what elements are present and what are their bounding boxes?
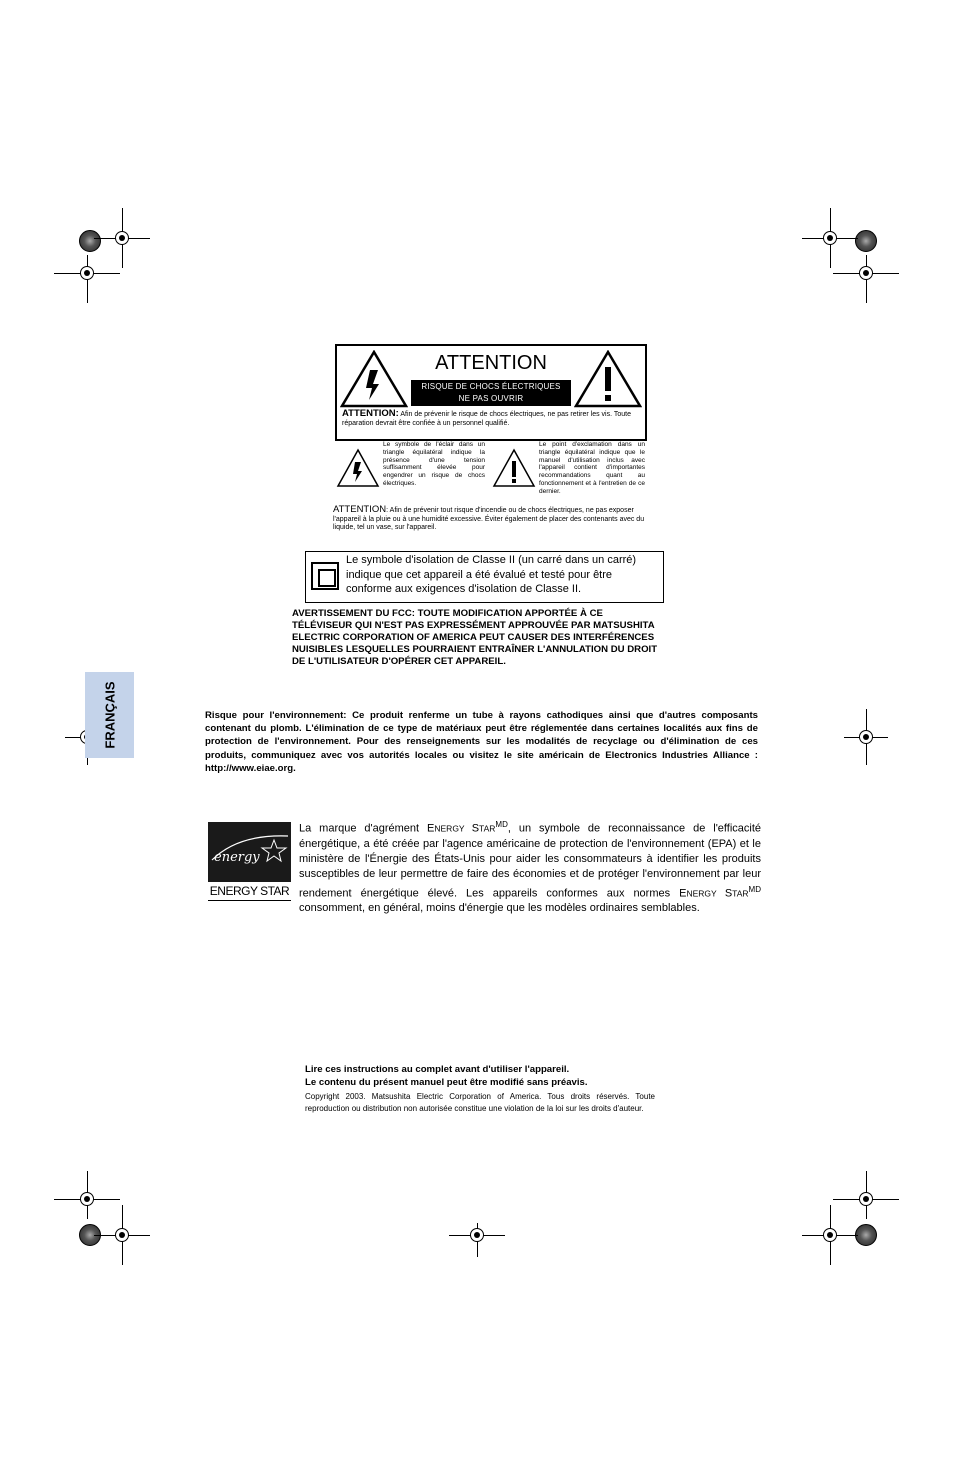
language-label: FRANÇAIS	[102, 681, 117, 749]
registration-disc-top-right	[855, 230, 877, 252]
footer-instructions	[305, 1063, 705, 1089]
energy-star-logo	[208, 822, 291, 902]
banner-line-2: NE PAS OUVRIR	[458, 394, 524, 403]
class-ii-square-icon	[311, 562, 339, 590]
fire-warning-text: : Afin de prévenir tout risque d'incendie ou de chocs électriques, ne pas exposer l'appareil à la pluie ou à une humidité excessive. Éviter également de placer des contenants avec du liquide, tel un vase, sur l'appareil.	[333, 507, 645, 531]
shock-risk-banner	[411, 380, 571, 406]
exclamation-warning-icon	[574, 350, 642, 408]
attention-title: ATTENTION	[435, 352, 547, 374]
lightning-symbol-icon	[336, 448, 380, 488]
attention-box	[335, 344, 647, 441]
footer-line-2: Le contenu du présent manuel peut être modifié sans préavis.	[305, 1077, 588, 1088]
fcc-warning: AVERTISSEMENT DU FCC: TOUTE MODIFICATION APPORTÉE À CE TÉLÉVISEUR QUI N'EST PAS EXPRESSÉMENT APPROUVÉE PAR MATSUSHITA ELECTRIC CORPORATION OF AMERICA PEUT CAUSER DES INTERFÉRENCES NUISIBLES LESQUELLES POURRAIENT ENTRAÎNER L'ANNULATION DU DROIT DE L'UTILISATEUR D'OPÉRER CET APPAREIL.	[292, 608, 658, 667]
fire-warning	[333, 506, 645, 533]
energy-star-logo-label: ENERGY STAR	[209, 884, 290, 898]
registration-disc-bottom-right	[855, 1224, 877, 1246]
energy-star-text: La marque d'agrément ENERGY $STAR^{MD}$, un symbole de reconnaissance de l'efficacité énergétique, a été créée par l'agence américaine de protection de l'environnement (EPA) et le ministère de l'Énergie des États-Unis pour aider les consommateurs à identifier les produits susceptibles de leur permettre de faire des économies et de protéger l'environnement par leur rendement énergétique élevé. Les appareils conformes aux normes ENERGY $STAR^{MD}$ consomment, en général, moins d'énergie que les modèles ordinaires semblables.	[299, 820, 762, 915]
banner-line-1: RISQUE DE CHOCS ÉLECTRIQUES	[421, 382, 561, 391]
lightning-symbol-text: Le symbole de l'éclair dans un triangle équilatéral indique la présence d'une tension suffisamment élevée pour engendrer un risque de chocs électriques.	[383, 441, 485, 487]
caution-label: ATTENTION:	[342, 408, 399, 419]
copyright-notice: Copyright 2003. Matsushita Electric Corporation of America. Tous droits réservés. Toute reproduction ou distribution non autorisée constitue une violation de la loi sur les droits d'auteur.	[305, 1092, 655, 1113]
footer-line-1: Lire ces instructions au complet avant d'utiliser l'appareil.	[305, 1064, 570, 1075]
energy-script: energy	[214, 850, 260, 865]
class-ii-text: Le symbole d'isolation de Classe II (un carré dans un carré) indique que cet appareil a été évalué et testé pour être conforme aux exigences d'isolation de Classe II.	[346, 554, 637, 595]
exclamation-symbol-icon	[492, 448, 536, 488]
class-ii-box	[305, 551, 664, 603]
fire-warning-label: ATTENTION	[333, 504, 387, 515]
registration-disc-top-left	[79, 230, 101, 252]
exclamation-symbol-text: Le point d'exclamation dans un triangle équilatéral indique que le manuel d'utilisation inclus avec l'appareil contient d'importantes recommandations quant au fonctionnement et à l'entretien de ce dernier.	[539, 441, 645, 495]
caution-body: Afin de prévenir le risque de chocs électriques, ne pas retirer les vis. Toute réparation devrait être confiée à un personnel qualifié.	[342, 411, 631, 427]
language-tab	[85, 672, 134, 758]
environment-notice: Risque pour l'environnement: Ce produit renferme un tube à rayons cathodiques ainsi que d'autres composants contenant du plomb. L'élimination de ce type de matériaux peut être réglementée dans certaines localités aux fins de protection de l'environnement. Pour des renseignements sur les modalités de recyclage ou d'élimination de ces produits, communiquez avec vos autorités locales ou visitez le site américain de Electronics Industries Alliance : http://www.eiae.org.	[205, 710, 758, 774]
caution-text	[342, 409, 642, 428]
